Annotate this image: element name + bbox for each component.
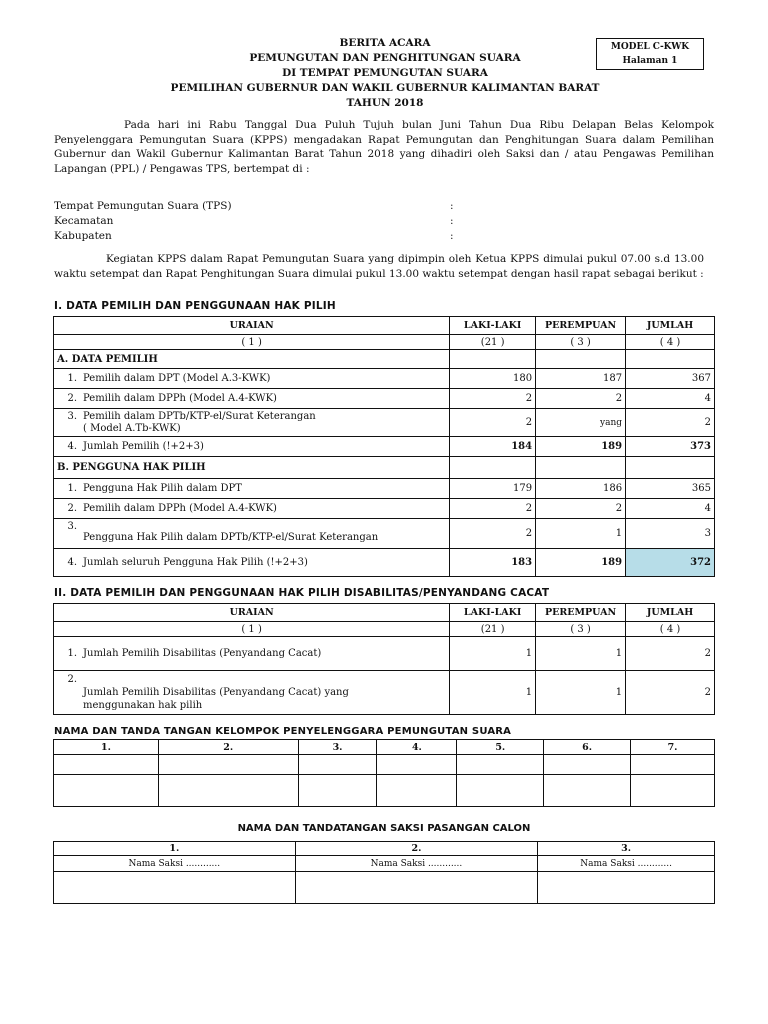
row-label: Pemilih dalam DPT (Model A.3-KWK) [83,373,271,384]
section-3-title: NAMA DAN TANDA TANGAN KELOMPOK PENYELENGGARA PEMUNGUTAN SUARA [54,726,512,737]
saksi-name-2[interactable]: Nama Saksi ............ [295,856,538,872]
kpps-name-3[interactable] [298,755,377,775]
sub-1: ( 1 ) [54,335,450,350]
row-no: 3. [67,410,77,422]
cell-jumlah: 3 [626,519,715,549]
kpps-name-5[interactable] [457,755,544,775]
cell-perempuan: 189 [536,437,626,457]
model-page: Halaman 1 [622,56,678,66]
cell-perempuan: 187 [536,369,626,389]
cell-laki: 1 [450,671,536,715]
location-tps-colon: : [450,200,454,212]
sub-3: ( 3 ) [536,622,626,637]
location-tps-label: Tempat Pemungutan Suara (TPS) [54,200,232,212]
row-label: Pemilih dalam DPPh (Model A.4-KWK) [83,503,277,514]
row-no: 3. [67,521,77,532]
cell-jumlah: 2 [626,409,715,437]
kegiatan-text: Kegiatan KPPS dalam Rapat Pemungutan Suara yang dipimpin oleh Ketua KPPS dimulai pukul 07.00 s.d 13.00 waktu setempat dan Rapat Penghitungan Suara dimulai pukul 13.00 waktu setempat dengan hasil rapat sebagai berikut : [54,253,704,280]
kegiatan-paragraph [54,252,704,281]
saksi-signature-table [53,841,715,904]
kpps-name-4[interactable] [377,755,457,775]
header-line-5: TAHUN 2018 [346,97,424,109]
table-row [54,637,715,671]
saksi-col-1: 1. [54,842,296,856]
cell-laki: 2 [450,519,536,549]
cell-laki: 2 [450,409,536,437]
cell-laki: 1 [450,637,536,671]
intro-text: Pada hari ini Rabu Tanggal Dua Puluh Tujuh bulan Juni Tahun Dua Ribu Delapan Belas Kelompok Penyelenggara Pemungutan Suara (KPPS) mengadakan Rapat Pemungutan dan Penghitungan Suara dalam Pemilihan Gubernur dan Wakil Gubernur Kalimantan Barat Tahun 2018 yang dihadiri oleh Saksi dan / atau Pengawas Pemilihan Lapangan (PPL) / Pengawas TPS, bertempat di : [54,119,714,175]
saksi-col-2: 2. [295,842,538,856]
row-no: 1. [67,483,77,494]
kpps-name-row [54,755,715,775]
kpps-sign-4[interactable] [377,775,457,807]
col-perempuan: PEREMPUAN [536,604,626,622]
col-laki: LAKI-LAKI [450,604,536,622]
saksi-sign-1[interactable] [54,872,296,904]
row-label-2: menggunakan hak pilih [83,700,203,711]
group-b-row [54,457,715,479]
cell-jumlah: 365 [626,479,715,499]
saksi-signature-row [54,872,715,904]
kpps-col-6: 6. [544,740,631,755]
table-subheader-row [54,335,715,350]
kpps-signature-table [53,739,715,807]
row-label: Pemilih dalam DPTb/KTP-el/Surat Keterangan [83,410,316,422]
kpps-sign-2[interactable] [158,775,298,807]
section-2-table [53,603,715,715]
table-row [54,549,715,577]
sub-2: (21 ) [450,622,536,637]
col-jumlah: JUMLAH [626,317,715,335]
kpps-sign-1[interactable] [54,775,159,807]
section-4-title: NAMA DAN TANDATANGAN SAKSI PASANGAN CALON [237,823,531,834]
cell-perempuan: 2 [536,499,626,519]
kpps-sign-7[interactable] [631,775,715,807]
table-row [54,519,715,549]
section-2-title: II. DATA PEMILIH DAN PENGGUNAAN HAK PILIH DISABILITAS/PENYANDANG CACAT [54,587,550,599]
group-a-label: A. DATA PEMILIH [54,350,450,369]
row-label: Pemilih dalam DPPh (Model A.4-KWK) [83,393,277,404]
saksi-name-3[interactable]: Nama Saksi ............ [538,856,715,872]
section-1-table [53,316,715,577]
table-row [54,389,715,409]
kpps-sign-3[interactable] [298,775,377,807]
cell-perempuan: 186 [536,479,626,499]
kpps-col-3: 3. [298,740,377,755]
saksi-col-3: 3. [538,842,715,856]
kpps-name-6[interactable] [544,755,631,775]
row-label: Jumlah Pemilih Disabilitas (Penyandang Cacat) [83,648,322,659]
section-1-title: I. DATA PEMILIH DAN PENGGUNAAN HAK PILIH [54,300,336,312]
row-no: 4. [67,557,77,568]
table-row [54,409,715,437]
table-header-row [54,604,715,622]
sub-4: ( 4 ) [626,335,715,350]
cell-laki: 183 [450,549,536,577]
kpps-col-7: 7. [631,740,715,755]
header-line-1: BERITA ACARA [339,37,431,49]
header-line-2: PEMUNGUTAN DAN PENGHITUNGAN SUARA [249,52,521,64]
col-uraian: URAIAN [54,604,450,622]
cell-perempuan: 1 [536,519,626,549]
cell-jumlah: 367 [626,369,715,389]
row-label: Pengguna Hak Pilih dalam DPT [83,483,242,494]
kpps-sign-6[interactable] [544,775,631,807]
kpps-name-7[interactable] [631,755,715,775]
cell-laki: 2 [450,389,536,409]
col-perempuan: PEREMPUAN [536,317,626,335]
row-label: Jumlah Pemilih (!+2+3) [83,441,204,452]
group-a-row [54,350,715,369]
cell-perempuan: 1 [536,671,626,715]
cell-laki: 180 [450,369,536,389]
row-no: 2. [67,503,77,514]
cell-perempuan: 2 [536,389,626,409]
col-jumlah: JUMLAH [626,604,715,622]
col-laki: LAKI-LAKI [450,317,536,335]
location-kabupaten-colon: : [450,230,454,242]
kpps-signature-row [54,775,715,807]
table-row [54,437,715,457]
table-header-row [54,740,715,755]
cell-laki: 2 [450,499,536,519]
row-label-2: ( Model A.Tb-KWK) [83,422,181,434]
table-row [54,479,715,499]
kpps-col-1: 1. [54,740,159,755]
saksi-sign-3[interactable] [538,872,715,904]
row-no: 4. [67,441,77,452]
cell-perempuan: 189 [536,549,626,577]
row-label: Pengguna Hak Pilih dalam DPTb/KTP-el/Surat Keterangan [83,532,379,543]
kpps-name-2[interactable] [158,755,298,775]
sub-1: ( 1 ) [54,622,450,637]
col-uraian: URAIAN [54,317,450,335]
saksi-name-row [54,856,715,872]
table-subheader-row [54,622,715,637]
location-kecamatan-colon: : [450,215,454,227]
header-line-3: DI TEMPAT PEMUNGUTAN SUARA [282,67,488,79]
row-no: 1. [67,648,77,659]
location-kecamatan-label: Kecamatan [54,215,114,227]
table-row [54,369,715,389]
cell-laki: 184 [450,437,536,457]
sub-4: ( 4 ) [626,622,715,637]
saksi-sign-2[interactable] [295,872,538,904]
intro-paragraph [54,118,714,176]
kpps-col-5: 5. [457,740,544,755]
cell-jumlah: 4 [626,499,715,519]
kpps-col-2: 2. [158,740,298,755]
sub-3: ( 3 ) [536,335,626,350]
row-label: Jumlah Pemilih Disabilitas (Penyandang Cacat) yang [83,687,349,698]
cell-perempuan: yang [536,409,626,437]
header-line-4: PEMILIHAN GUBERNUR DAN WAKIL GUBERNUR KALIMANTAN BARAT [170,82,600,94]
cell-laki: 179 [450,479,536,499]
row-no: 2. [67,674,77,685]
row-no: 1. [67,373,77,384]
cell-jumlah: 2 [626,671,715,715]
row-no: 2. [67,393,77,404]
kpps-name-1[interactable] [54,755,159,775]
cell-jumlah: 2 [626,637,715,671]
table-header-row [54,317,715,335]
cell-jumlah: 4 [626,389,715,409]
table-header-row [54,842,715,856]
table-row [54,499,715,519]
kpps-col-4: 4. [377,740,457,755]
group-b-label: B. PENGGUNA HAK PILIH [54,457,450,479]
table-row [54,671,715,715]
cell-jumlah: 373 [626,437,715,457]
document-header [150,36,620,111]
model-code: MODEL C-KWK [610,42,690,52]
cell-jumlah-highlighted: 372 [626,549,715,577]
sub-2: (21 ) [450,335,536,350]
cell-perempuan: 1 [536,637,626,671]
row-label: Jumlah seluruh Pengguna Hak Pilih (!+2+3) [83,557,308,568]
saksi-name-1[interactable]: Nama Saksi ............ [54,856,296,872]
location-kabupaten-label: Kabupaten [54,230,112,242]
kpps-sign-5[interactable] [457,775,544,807]
